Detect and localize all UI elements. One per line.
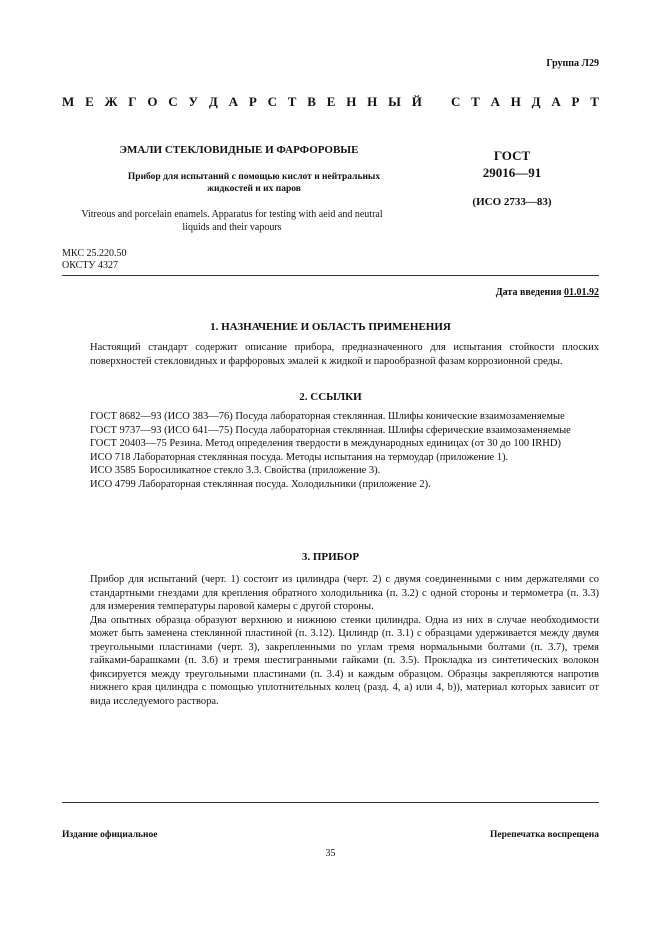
paragraph: Два опытных образца образуют верхнюю и нижнюю стенки цилиндра. Одна из них в случае необходимости может быть заменена стеклянной пластиной (п. 3.12). Цилиндр (п. 3.1) с образцами удерживается между двумя треугольными пластинами (черт. 3), закрепленными по углам тремя нормальными болтами (п. 3.7), тремя гайками-барашками (п. 3.6) и тремя шестигранными гайками (п. 3.5). Прокладка из синтетических волокон фиксируется между треугольными пластинами (п. 3.4) и каждым образцом. Образцы закрепляются напротив нижнего края цилиндра с помощью уплотнительных колец (разд. 4, а) или 4, b)), материал которых зависит от вида исследуемого раствора. — [90, 614, 599, 707]
section-2-text — [62, 410, 599, 491]
document-subtitle — [104, 171, 404, 195]
english-title-line-1: Vitreous and porcelain enamels. Apparatus for testing with aeid and neutral — [81, 209, 383, 220]
reference-item: ГОСТ 20403—75 Резина. Метод определения твердости в международных единицах (от 30 до 100 IRHD) — [90, 438, 561, 449]
reference-item: ИСО 718 Лабораторная стеклянная посуда. Методы испытания на термоудар (приложение 1). — [90, 451, 509, 463]
section-3-heading: 3. ПРИБОР — [301, 551, 360, 563]
mks-code: МКС 25.220.50 — [62, 248, 127, 259]
banner-letter: Е — [326, 94, 336, 109]
banner-letter: Т — [471, 94, 480, 109]
official-edition-note: Издание официальное — [62, 830, 158, 840]
banner-letter: О — [147, 94, 158, 109]
document-title: ЭМАЛИ СТЕКЛОВИДНЫЕ И ФАРФОРОВЫЕ — [119, 144, 359, 156]
banner-letter: С — [267, 94, 277, 109]
section-3-text — [62, 573, 599, 708]
classification-codes — [62, 248, 126, 272]
banner-letter: Н — [367, 94, 378, 109]
gost-label: ГОСТ — [493, 148, 531, 163]
subtitle-line-1: Прибор для испытаний с помощью кислот и нейтральных — [127, 172, 381, 182]
banner-word-2 — [451, 94, 599, 110]
date-label: Дата введения — [495, 287, 562, 298]
reference-item: ГОСТ 8682—93 (ИСО 383—76) Посуда лабораторная стеклянная. Шлифы конические взаимозаменяемые — [90, 411, 565, 422]
banner-letter: Н — [510, 94, 521, 109]
banner-letter: А — [228, 94, 238, 109]
banner-letter: Д — [208, 94, 218, 109]
paragraph: Прибор для испытаний (черт. 1) состоит из цилиндра (черт. 2) с двумя соединенными с ним держателями со стандартными гнездами для крепления обратного холодильника (п. 3.2) с одной стороны и термометра (п. 3.3) для измерения температуры паровой камеры с другой стороны. — [90, 574, 599, 612]
gost-designation — [472, 147, 552, 181]
section-2-heading: 2. ССЫЛКИ — [299, 391, 362, 403]
english-title — [62, 208, 402, 234]
banner-letter: А — [551, 94, 561, 109]
banner-letter: Й — [411, 94, 422, 109]
banner-letter: С — [451, 94, 461, 109]
banner-letter: В — [307, 94, 316, 109]
banner-letter: Г — [128, 94, 137, 109]
subtitle-line-2: жидкостей и их паров — [207, 184, 301, 194]
page-number: 35 — [325, 848, 336, 859]
group-code: Группа Л29 — [546, 58, 599, 69]
okstu-code: ОКСТУ 4327 — [62, 260, 119, 271]
section-1-heading: 1. НАЗНАЧЕНИЕ И ОБЛАСТЬ ПРИМЕНЕНИЯ — [210, 321, 451, 333]
banner-letter: М — [62, 94, 75, 109]
iso-reference: (ИСО 2733—83) — [472, 196, 552, 208]
gost-number: 29016—91 — [482, 165, 542, 180]
banner-letter: Ж — [104, 94, 118, 109]
banner-word-1 — [62, 94, 422, 110]
standard-banner — [62, 94, 599, 110]
banner-letter: У — [188, 94, 199, 109]
banner-letter: Т — [287, 94, 297, 109]
banner-letter: Р — [571, 94, 580, 109]
banner-letter: Н — [346, 94, 357, 109]
reference-item: ИСО 3585 Боросиликатное стекло 3.3. Свойства (приложение 3). — [90, 465, 381, 476]
introduction-date — [496, 287, 599, 298]
banner-letter: Т — [590, 94, 599, 109]
header-divider — [62, 275, 599, 276]
paragraph: Настоящий стандарт содержит описание прибора, предназначенного для испытания стойкости плоских поверхностей стекловидных и фарфоровых эмалей к жидкой и парообразной фазам коррозионной среды. — [90, 342, 599, 367]
reference-item: ИСО 4799 Лабораторная стеклянная посуда. Холодильники (приложение 2). — [90, 478, 431, 490]
reference-item: ГОСТ 9737—93 (ИСО 641—75) Посуда лабораторная стеклянная. Шлифы сферические взаимозаменяемые — [90, 424, 571, 436]
footer-divider — [62, 802, 599, 803]
banner-letter: А — [490, 94, 500, 109]
banner-letter: Д — [531, 94, 541, 109]
english-title-line-2: liquids and their vapours — [182, 222, 282, 233]
banner-letter: Е — [85, 94, 94, 109]
banner-letter: С — [168, 94, 178, 109]
banner-letter: Р — [248, 94, 257, 109]
banner-letter: Ы — [388, 94, 401, 109]
reprint-prohibited-note: Перепечатка воспрещена — [489, 830, 599, 840]
date-value: 01.01.92 — [564, 287, 599, 298]
section-1-text — [62, 341, 599, 368]
